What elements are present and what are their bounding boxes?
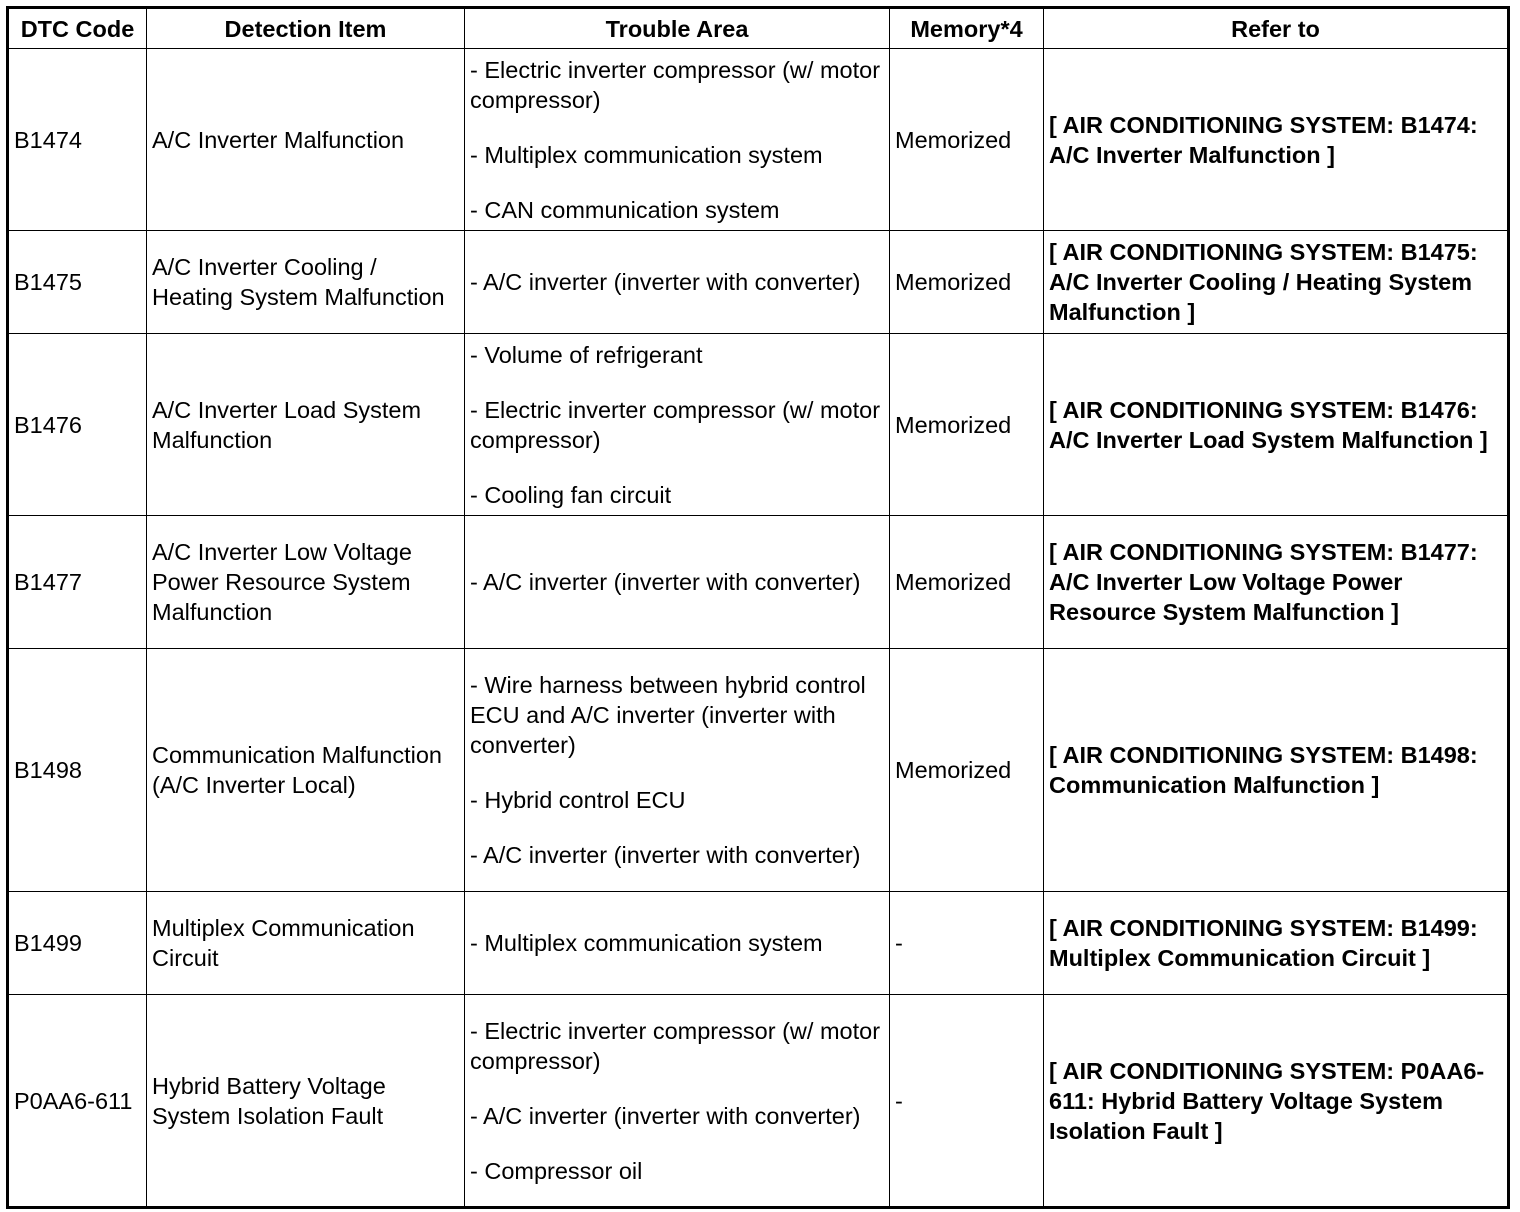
table-row <box>8 649 1509 892</box>
trouble-area-item: - Cooling fan circuit <box>470 481 672 508</box>
table-row <box>8 516 1509 649</box>
refer-to-link[interactable]: [ AIR CONDITIONING SYSTEM: B1498: Communication Malfunction ] <box>1049 742 1478 798</box>
detection-item-cell: A/C Inverter Low Voltage Power Resource System Malfunction <box>147 516 465 649</box>
trouble-area-item: - Compressor oil <box>470 1157 643 1184</box>
table-header-row <box>8 8 1509 49</box>
header-memory: Memory*4 <box>890 8 1044 49</box>
detection-item-cell: A/C Inverter Malfunction <box>147 49 465 231</box>
dtc-code-cell: B1476 <box>8 334 147 516</box>
trouble-area-item: - A/C inverter (inverter with converter) <box>470 842 861 868</box>
trouble-area-item: - A/C inverter (inverter with converter) <box>470 269 861 295</box>
header-refer-to: Refer to <box>1044 8 1509 49</box>
trouble-area-item: - Electric inverter compressor (w/ motor compressor) <box>470 56 881 113</box>
refer-to-link[interactable]: [ AIR CONDITIONING SYSTEM: B1476: A/C Inverter Load System Malfunction ] <box>1049 396 1488 453</box>
refer-to-link[interactable]: [ AIR CONDITIONING SYSTEM: B1474: A/C Inverter Malfunction ] <box>1049 111 1478 168</box>
memory-cell: Memorized <box>890 516 1044 649</box>
refer-to-cell <box>1044 649 1509 892</box>
trouble-area-cell <box>465 892 890 995</box>
header-dtc-code: DTC Code <box>8 8 147 49</box>
dtc-code-cell: B1475 <box>8 231 147 334</box>
detection-item-cell: Communication Malfunction (A/C Inverter Local) <box>147 649 465 892</box>
trouble-area-item: - CAN communication system <box>470 196 780 223</box>
table-row <box>8 334 1509 516</box>
header-detection-item: Detection Item <box>147 8 465 49</box>
trouble-area-cell <box>465 49 890 231</box>
trouble-area-item: - Electric inverter compressor (w/ motor compressor) <box>470 1017 881 1074</box>
trouble-area-item: - A/C inverter (inverter with converter) <box>470 1102 861 1129</box>
table-row <box>8 49 1509 231</box>
memory-cell: Memorized <box>890 334 1044 516</box>
memory-cell: Memorized <box>890 231 1044 334</box>
dtc-code-cell: B1477 <box>8 516 147 649</box>
refer-to-cell <box>1044 892 1509 995</box>
trouble-area-cell <box>465 995 890 1208</box>
trouble-area-item: - Electric inverter compressor (w/ motor compressor) <box>470 396 881 453</box>
trouble-area-item: - Wire harness between hybrid control ECU and A/C inverter (inverter with converter) <box>470 672 866 758</box>
table-row <box>8 231 1509 334</box>
dtc-code-cell: B1474 <box>8 49 147 231</box>
refer-to-cell <box>1044 995 1509 1208</box>
memory-cell: - <box>890 995 1044 1208</box>
refer-to-link[interactable]: [ AIR CONDITIONING SYSTEM: B1499: Multiplex Communication Circuit ] <box>1049 915 1478 971</box>
dtc-code-cell: B1498 <box>8 649 147 892</box>
table-row <box>8 892 1509 995</box>
dtc-table <box>6 6 1510 1209</box>
trouble-area-item: - Hybrid control ECU <box>470 787 686 813</box>
refer-to-cell <box>1044 49 1509 231</box>
detection-item-cell: A/C Inverter Load System Malfunction <box>147 334 465 516</box>
refer-to-cell <box>1044 231 1509 334</box>
dtc-code-cell: P0AA6-611 <box>8 995 147 1208</box>
memory-cell: Memorized <box>890 649 1044 892</box>
trouble-area-item: - Volume of refrigerant <box>470 341 703 368</box>
trouble-area-cell <box>465 516 890 649</box>
detection-item-cell: A/C Inverter Cooling / Heating System Malfunction <box>147 231 465 334</box>
trouble-area-item: - Multiplex communication system <box>470 141 823 168</box>
memory-cell: Memorized <box>890 49 1044 231</box>
header-trouble-area: Trouble Area <box>465 8 890 49</box>
memory-cell: - <box>890 892 1044 995</box>
table-body <box>8 49 1509 1208</box>
table-row <box>8 995 1509 1208</box>
trouble-area-item: - A/C inverter (inverter with converter) <box>470 569 861 595</box>
trouble-area-cell <box>465 231 890 334</box>
dtc-code-cell: B1499 <box>8 892 147 995</box>
trouble-area-cell <box>465 334 890 516</box>
trouble-area-cell <box>465 649 890 892</box>
detection-item-cell: Multiplex Communication Circuit <box>147 892 465 995</box>
detection-item-cell: Hybrid Battery Voltage System Isolation Fault <box>147 995 465 1208</box>
refer-to-link[interactable]: [ AIR CONDITIONING SYSTEM: B1475: A/C Inverter Cooling / Heating System Malfunction ] <box>1049 239 1478 325</box>
refer-to-link[interactable]: [ AIR CONDITIONING SYSTEM: P0AA6-611: Hybrid Battery Voltage System Isolation Fault ] <box>1049 1057 1485 1144</box>
refer-to-cell <box>1044 334 1509 516</box>
refer-to-cell <box>1044 516 1509 649</box>
refer-to-link[interactable]: [ AIR CONDITIONING SYSTEM: B1477: A/C Inverter Low Voltage Power Resource System Malfunction ] <box>1049 539 1478 625</box>
trouble-area-item: - Multiplex communication system <box>470 930 823 956</box>
